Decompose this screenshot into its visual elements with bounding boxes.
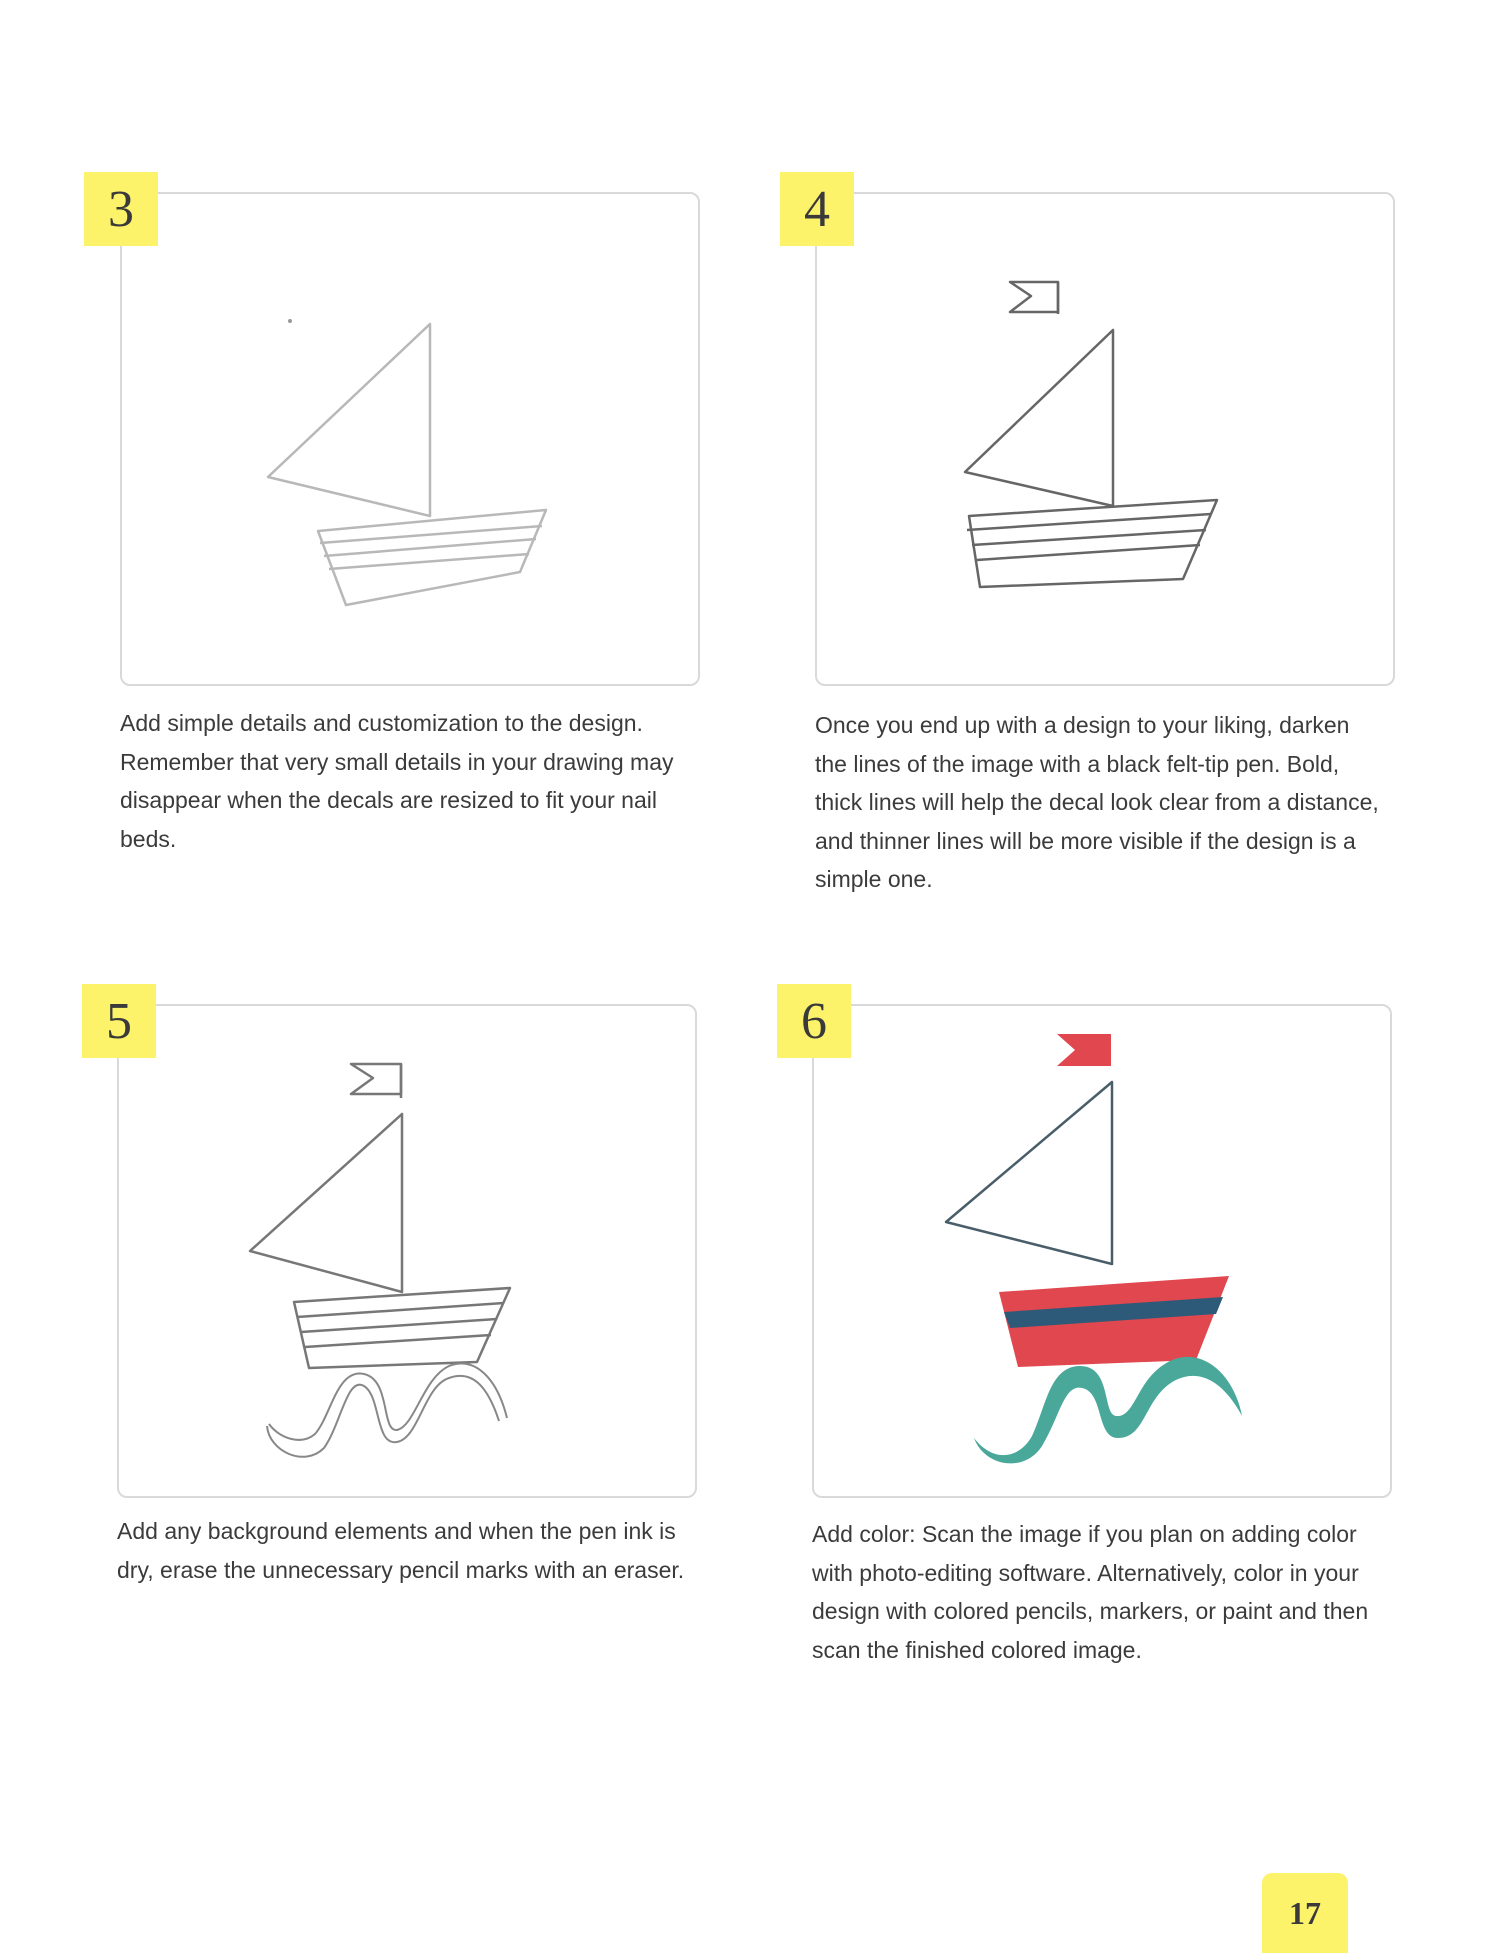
step-number-badge: 4 xyxy=(780,172,854,246)
step-6-caption: Add color: Scan the image if you plan on adding color with photo-editing software. Alternatively, color in your design with colored pencils, markers, or paint and then scan the finished colored image. xyxy=(812,1521,1369,1663)
step-number-badge: 5 xyxy=(82,984,156,1058)
step-5-illustration-frame xyxy=(117,1004,697,1498)
sail-shape xyxy=(946,1082,1112,1264)
flag-shape xyxy=(1010,282,1058,312)
step-6-illustration-frame xyxy=(812,1004,1392,1498)
sailboat-colored-illustration xyxy=(814,1006,1390,1496)
step-5-caption: Add any background elements and when the pen ink is dry, erase the unnecessary pencil marks with an eraser. xyxy=(117,1518,685,1583)
hull-shape xyxy=(294,1288,510,1368)
hull-shape xyxy=(318,510,546,605)
page-number: 17 xyxy=(1262,1873,1348,1953)
flag-shape xyxy=(351,1064,401,1094)
step-number-badge: 6 xyxy=(777,984,851,1058)
sail-shape xyxy=(250,1114,402,1292)
wave-outline xyxy=(267,1364,507,1457)
sail-shape xyxy=(268,324,430,516)
step-3-illustration-frame xyxy=(120,192,700,686)
wave-shape xyxy=(974,1357,1242,1464)
step-4-illustration-frame xyxy=(815,192,1395,686)
step-number-badge: 3 xyxy=(84,172,158,246)
sail-shape xyxy=(965,330,1113,506)
step-4-caption: Once you end up with a design to your liking, darken the lines of the image with a black felt-tip pen. Bold, thick lines will help the decal look clear from a distance, and thinner lines will be more visible if the design is a simple one. xyxy=(815,712,1379,892)
sailboat-inked-drawing xyxy=(817,194,1393,684)
step-3-caption: Add simple details and customization to the design. Remember that very small details in your drawing may disappear when the decals are resized to fit your nail beds. xyxy=(120,710,674,852)
flag-shape xyxy=(1057,1034,1111,1066)
sailboat-with-waves-drawing xyxy=(119,1006,695,1496)
sailboat-pencil-sketch xyxy=(122,194,698,684)
